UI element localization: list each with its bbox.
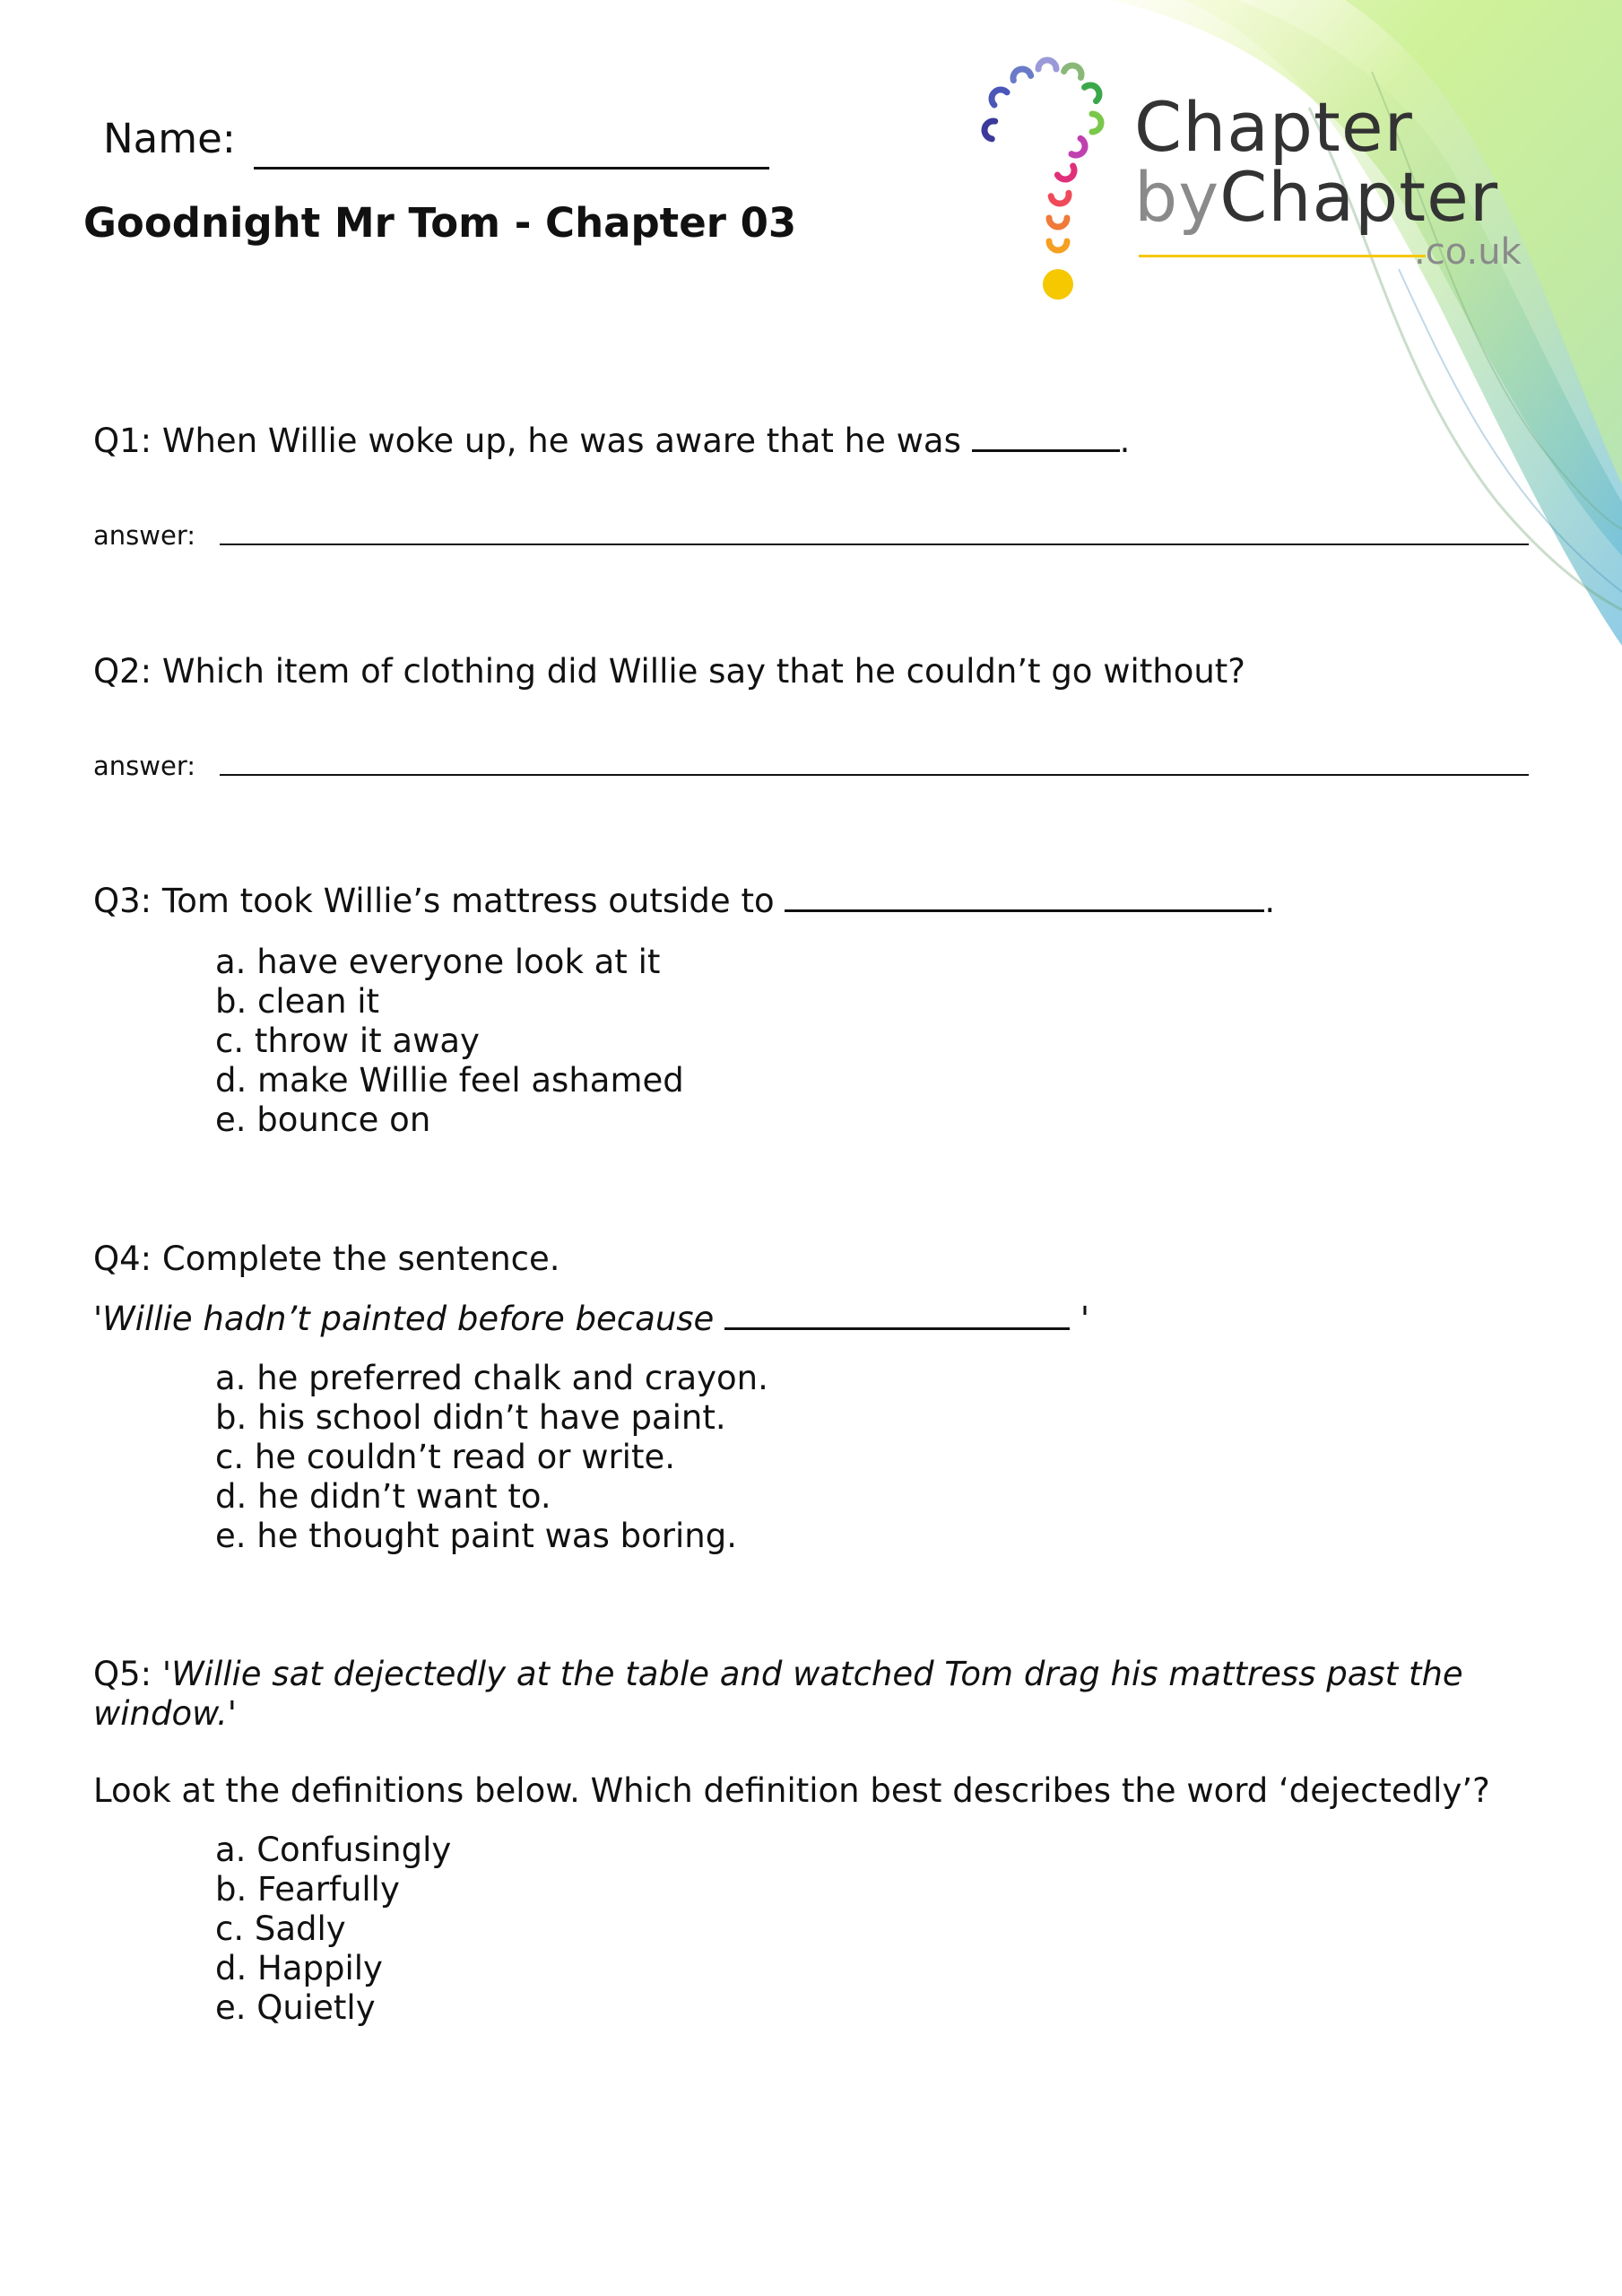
question-1 bbox=[93, 422, 1130, 461]
question-5 bbox=[93, 1655, 1546, 1694]
question-3-end: . bbox=[1264, 882, 1276, 920]
logo-chapter-text: Chapter bbox=[1134, 87, 1413, 167]
answer-2-label: answer: bbox=[93, 751, 196, 781]
option-e[interactable]: e. bounce on bbox=[215, 1100, 431, 1139]
question-3-blank bbox=[785, 883, 1264, 912]
question-3 bbox=[93, 882, 1275, 921]
question-2: Q2: Which item of clothing did Willie say that he couldn’t go without? bbox=[93, 652, 1245, 691]
question-4-sentence bbox=[93, 1300, 1089, 1339]
option-d[interactable]: d. Happily bbox=[215, 1949, 383, 1987]
question-5-quote-line-2: window.' bbox=[93, 1694, 237, 1733]
question-1-end: . bbox=[1119, 422, 1131, 460]
answer-1-label: answer: bbox=[93, 520, 196, 551]
question-5-instruction: Look at the definitions below. Which definition best describes the word ‘dejectedly’? bbox=[93, 1771, 1490, 1810]
option-a[interactable]: a. Confusingly bbox=[215, 1831, 452, 1869]
option-a[interactable]: a. have everyone look at it bbox=[215, 943, 661, 981]
logo-chapter2-text: Chapter bbox=[1219, 157, 1499, 237]
question-4-blank bbox=[724, 1300, 1070, 1330]
logo-bychapter-text bbox=[1134, 157, 1498, 237]
question-5-label: Q5: bbox=[93, 1655, 152, 1693]
question-3-text: Q3: Tom took Willie’s mattress outside to bbox=[93, 882, 775, 920]
option-c[interactable]: c. throw it away bbox=[215, 1022, 480, 1060]
page-title: Goodnight Mr Tom - Chapter 03 bbox=[83, 199, 797, 247]
question-4-sentence-end: ' bbox=[1080, 1300, 1090, 1338]
name-field[interactable] bbox=[254, 167, 769, 170]
logo-domain-text: .co.uk bbox=[1414, 231, 1522, 273]
question-5-quote-line-1: 'Willie sat dejectedly at the table and watched Tom drag his mattress past the bbox=[161, 1655, 1463, 1693]
question-3-options bbox=[215, 943, 684, 1140]
option-b[interactable]: b. clean it bbox=[215, 982, 380, 1021]
option-a[interactable]: a. he preferred chalk and crayon. bbox=[215, 1359, 768, 1397]
option-d[interactable]: d. make Willie feel ashamed bbox=[215, 1061, 684, 1100]
logo-underline bbox=[1139, 255, 1426, 257]
answer-1-field[interactable] bbox=[220, 544, 1529, 545]
option-c[interactable]: c. he couldn’t read or write. bbox=[215, 1438, 675, 1476]
option-d[interactable]: d. he didn’t want to. bbox=[215, 1477, 551, 1516]
answer-2-field[interactable] bbox=[220, 774, 1529, 776]
logo-question-mark-icon bbox=[968, 49, 1112, 309]
option-e[interactable]: e. Quietly bbox=[215, 1988, 376, 2027]
name-label: Name: bbox=[103, 115, 236, 162]
question-4: Q4: Complete the sentence. bbox=[93, 1239, 560, 1278]
option-e[interactable]: e. he thought paint was boring. bbox=[215, 1517, 737, 1555]
logo-by-text: by bbox=[1134, 157, 1220, 237]
question-4-options bbox=[215, 1359, 768, 1556]
question-1-blank bbox=[972, 422, 1120, 452]
logo bbox=[968, 49, 1542, 309]
question-4-sentence-text: 'Willie hadn’t painted before because bbox=[93, 1300, 715, 1338]
option-b[interactable]: b. Fearfully bbox=[215, 1870, 400, 1909]
option-b[interactable]: b. his school didn’t have paint. bbox=[215, 1398, 726, 1437]
option-c[interactable]: c. Sadly bbox=[215, 1909, 346, 1948]
question-1-text: Q1: When Willie woke up, he was aware that he was bbox=[93, 422, 961, 460]
question-5-options bbox=[215, 1831, 451, 2028]
